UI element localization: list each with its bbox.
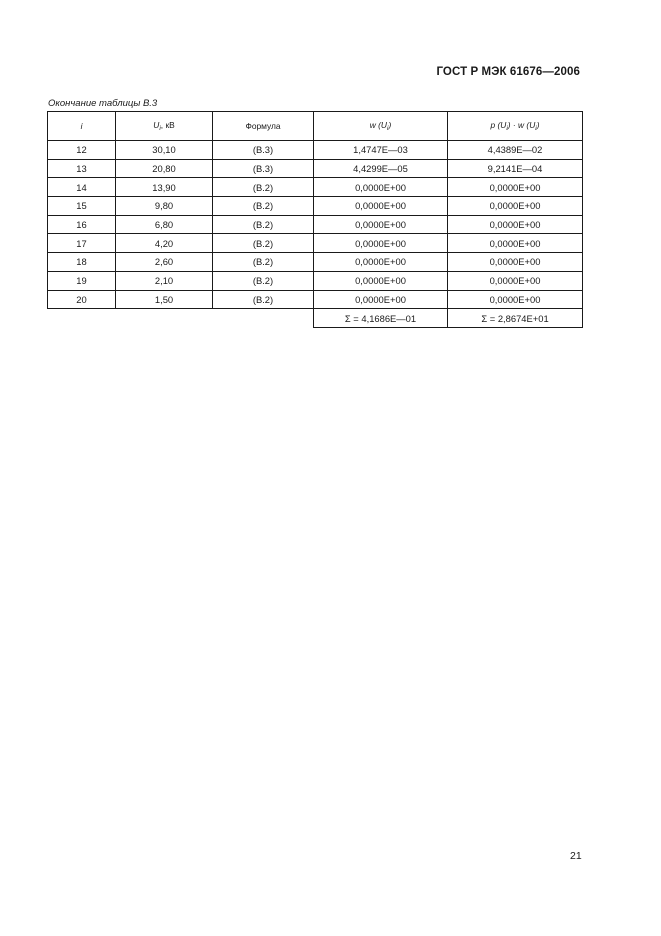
cell-pw: 0,0000E+00 bbox=[448, 290, 583, 309]
table-caption: Окончание таблицы В.3 bbox=[48, 98, 158, 109]
cell-pw: 0,0000E+00 bbox=[448, 197, 583, 216]
header-i: i bbox=[48, 112, 116, 141]
cell-u: 30,10 bbox=[116, 141, 213, 160]
cell-formula: (В.2) bbox=[213, 234, 314, 253]
cell-pw: 0,0000E+00 bbox=[448, 271, 583, 290]
header-product: p $(U_i) \cdot w$ $(U_i)$ bbox=[448, 112, 583, 141]
cell-u: 1,50 bbox=[116, 290, 213, 309]
page-number: 21 bbox=[570, 850, 582, 862]
cell-pw: 0,0000E+00 bbox=[448, 178, 583, 197]
cell-w: 0,0000E+00 bbox=[314, 234, 448, 253]
data-table bbox=[47, 111, 583, 328]
table-row bbox=[48, 197, 583, 216]
cell-u: 2,60 bbox=[116, 253, 213, 272]
cell-u: 2,10 bbox=[116, 271, 213, 290]
table-row bbox=[48, 271, 583, 290]
cell-pw: 9,2141E—04 bbox=[448, 159, 583, 178]
table-row bbox=[48, 141, 583, 160]
cell-w: 1,4747E—03 bbox=[314, 141, 448, 160]
cell-u: 6,80 bbox=[116, 215, 213, 234]
cell-i: 13 bbox=[48, 159, 116, 178]
cell-formula: (В.2) bbox=[213, 290, 314, 309]
header-formula: Формула bbox=[213, 112, 314, 141]
sum-pw: Σ = 2,8674E+01 bbox=[448, 309, 583, 328]
header-weight: w $(U_i)$ bbox=[314, 112, 448, 141]
cell-u: 20,80 bbox=[116, 159, 213, 178]
cell-formula: (В.2) bbox=[213, 253, 314, 272]
header-voltage: $U_i$, кВ bbox=[116, 112, 213, 141]
cell-w: 0,0000E+00 bbox=[314, 271, 448, 290]
cell-i: 16 bbox=[48, 215, 116, 234]
table-row bbox=[48, 234, 583, 253]
sum-row-spacer bbox=[48, 309, 314, 328]
cell-i: 19 bbox=[48, 271, 116, 290]
table-row bbox=[48, 253, 583, 272]
cell-w: 0,0000E+00 bbox=[314, 178, 448, 197]
cell-w: 4,4299E—05 bbox=[314, 159, 448, 178]
table-row bbox=[48, 159, 583, 178]
cell-pw: 4,4389E—02 bbox=[448, 141, 583, 160]
cell-w: 0,0000E+00 bbox=[314, 197, 448, 216]
cell-formula: (В.2) bbox=[213, 215, 314, 234]
cell-w: 0,0000E+00 bbox=[314, 215, 448, 234]
cell-i: 12 bbox=[48, 141, 116, 160]
table-row bbox=[48, 178, 583, 197]
cell-i: 15 bbox=[48, 197, 116, 216]
table-row bbox=[48, 290, 583, 309]
cell-pw: 0,0000E+00 bbox=[448, 253, 583, 272]
cell-formula: (В.2) bbox=[213, 197, 314, 216]
cell-w: 0,0000E+00 bbox=[314, 290, 448, 309]
sum-row bbox=[48, 309, 583, 328]
cell-u: 4,20 bbox=[116, 234, 213, 253]
cell-pw: 0,0000E+00 bbox=[448, 234, 583, 253]
sum-w: Σ = 4,1686E—01 bbox=[314, 309, 448, 328]
cell-u: 13,90 bbox=[116, 178, 213, 197]
cell-i: 20 bbox=[48, 290, 116, 309]
cell-i: 17 bbox=[48, 234, 116, 253]
cell-i: 14 bbox=[48, 178, 116, 197]
table-header-row bbox=[48, 112, 583, 141]
cell-formula: (В.3) bbox=[213, 159, 314, 178]
document-standard-header: ГОСТ Р МЭК 61676—2006 bbox=[436, 66, 580, 78]
table-row bbox=[48, 215, 583, 234]
cell-formula: (В.2) bbox=[213, 271, 314, 290]
cell-w: 0,0000E+00 bbox=[314, 253, 448, 272]
cell-i: 18 bbox=[48, 253, 116, 272]
cell-formula: (В.3) bbox=[213, 141, 314, 160]
cell-pw: 0,0000E+00 bbox=[448, 215, 583, 234]
cell-u: 9,80 bbox=[116, 197, 213, 216]
cell-formula: (В.2) bbox=[213, 178, 314, 197]
